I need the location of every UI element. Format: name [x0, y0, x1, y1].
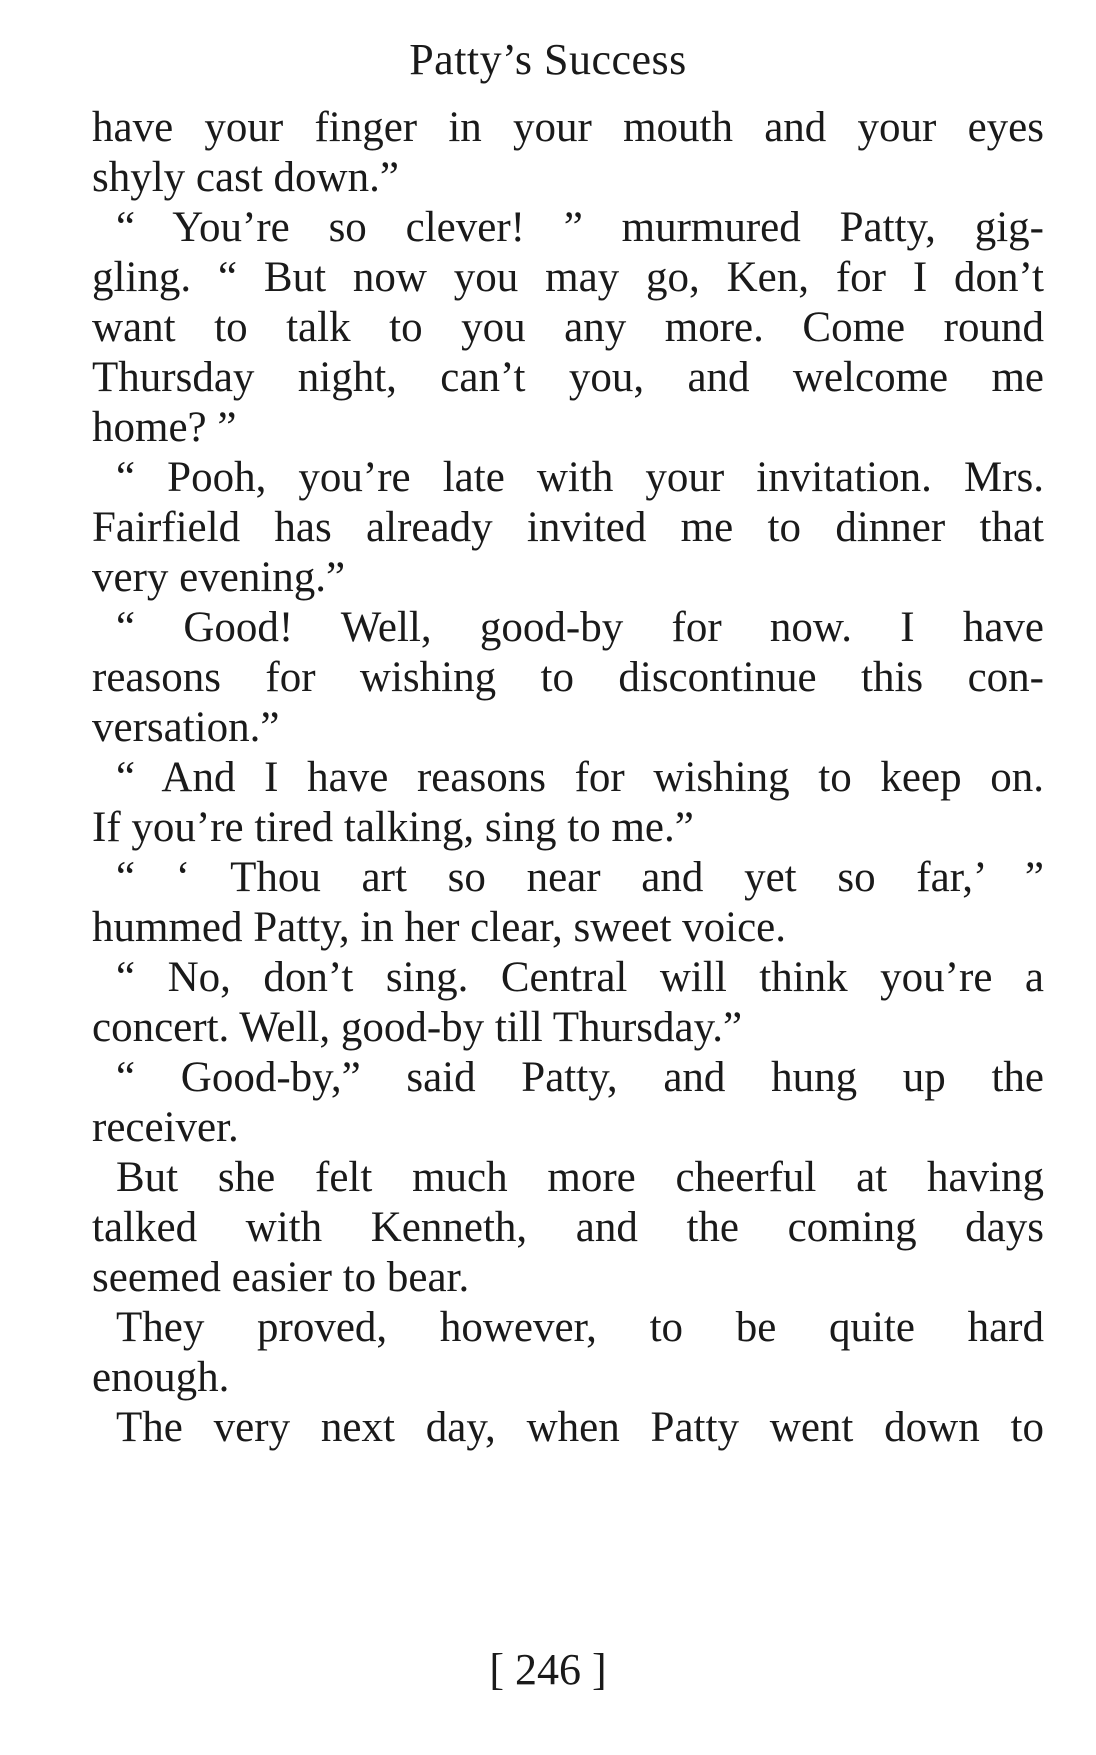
text-line: reasons for wishing to discontinue this con-	[92, 654, 1044, 701]
text-line: have your finger in your mouth and your eyes	[92, 104, 1044, 151]
text-line: “ ‘ Thou art so near and yet so far,’ ”	[116, 854, 1044, 901]
text-line: receiver.	[92, 1104, 239, 1151]
text-line: “ No, don’t sing. Central will think you’re a	[116, 954, 1044, 1001]
text-line: But she felt much more cheerful at having	[116, 1154, 1044, 1201]
text-line: hummed Patty, in her clear, sweet voice.	[92, 904, 787, 951]
text-line: The very next day, when Patty went down to	[116, 1404, 1044, 1451]
text-line: talked with Kenneth, and the coming days	[92, 1204, 1044, 1251]
text-line: gling. “ But now you may go, Ken, for I don’t	[92, 254, 1044, 301]
text-line: home? ”	[92, 404, 237, 451]
text-line: concert. Well, good-by till Thursday.”	[92, 1004, 743, 1051]
text-line: If you’re tired talking, sing to me.”	[92, 804, 694, 851]
text-line: seemed easier to bear.	[92, 1254, 470, 1301]
text-line: shyly cast down.”	[92, 154, 399, 201]
text-line: Thursday night, can’t you, and welcome me	[92, 354, 1044, 401]
text-line: versation.”	[92, 704, 280, 751]
text-line: enough.	[92, 1354, 230, 1401]
page-number: [ 246 ]	[489, 1645, 607, 1694]
text-line: They proved, however, to be quite hard	[116, 1304, 1044, 1351]
text-line: “ You’re so clever! ” murmured Patty, gig-	[116, 204, 1044, 251]
text-line: very evening.”	[92, 554, 346, 601]
text-line: want to talk to you any more. Come round	[92, 304, 1044, 351]
running-head: Patty’s Success	[409, 35, 687, 84]
text-line: “ And I have reasons for wishing to keep on.	[116, 754, 1044, 801]
text-line: “ Good! Well, good-by for now. I have	[116, 604, 1044, 651]
text-line: “ Good-by,” said Patty, and hung up the	[116, 1054, 1044, 1101]
text-line: “ Pooh, you’re late with your invitation. Mrs.	[116, 454, 1044, 501]
text-line: Fairfield has already invited me to dinner that	[92, 504, 1044, 551]
